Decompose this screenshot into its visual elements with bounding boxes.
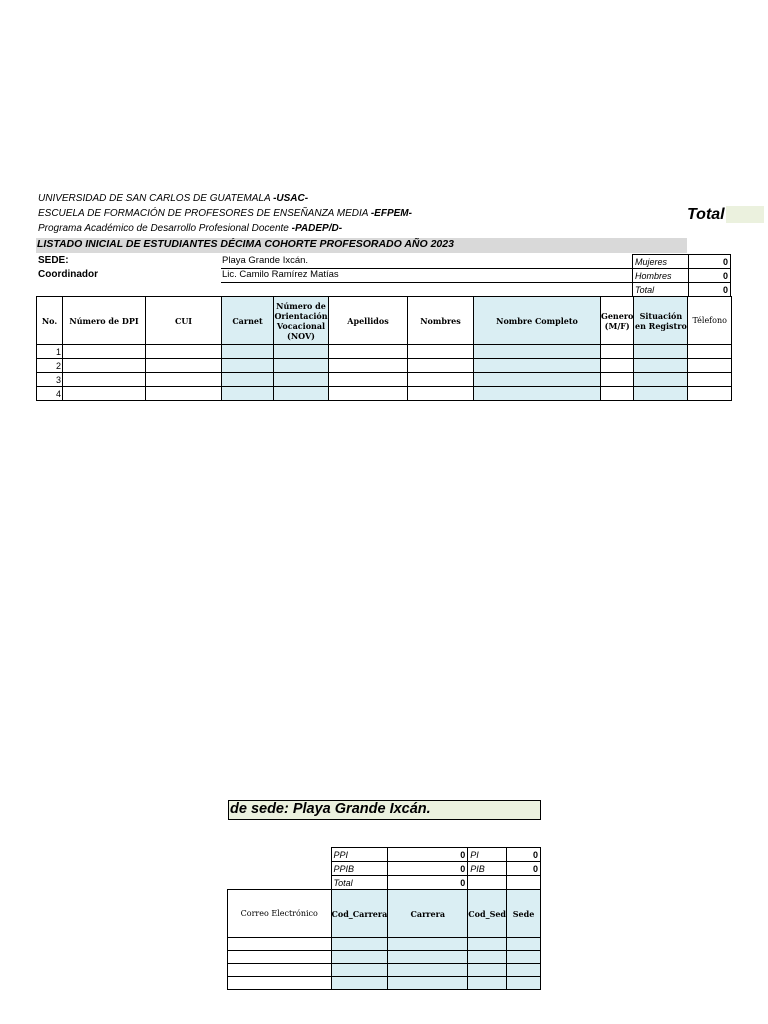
col-header-telefono: Télefono [688, 297, 732, 345]
cell-correo[interactable] [228, 964, 332, 977]
cell-nombres[interactable] [408, 387, 474, 401]
summary-value [507, 876, 541, 890]
cell-telefono[interactable] [688, 373, 732, 387]
cell-nov[interactable] [274, 359, 329, 373]
cell-sede[interactable] [507, 977, 541, 990]
cell-carrera[interactable] [388, 977, 468, 990]
table-row [37, 373, 732, 387]
col-header-sede: Sede [507, 890, 541, 938]
coordinator-label: Coordinador [38, 269, 98, 280]
cell-nov[interactable] [274, 373, 329, 387]
col-header-cui: CUI [146, 297, 222, 345]
total-label: Total [687, 206, 725, 223]
cell-cui[interactable] [146, 373, 222, 387]
student-table [36, 296, 732, 401]
count-row-total [633, 283, 731, 297]
cell-nombre-completo[interactable] [474, 373, 601, 387]
university-line: UNIVERSIDAD DE SAN CARLOS DE GUATEMALA -USAC- [38, 193, 309, 204]
cell-dpi[interactable] [63, 373, 146, 387]
sede-section-title: de sede: Playa Grande Ixcán. [228, 800, 541, 820]
cell-nombre-completo[interactable] [474, 387, 601, 401]
cell-nombre-completo[interactable] [474, 359, 601, 373]
cell-cod-carrera[interactable] [331, 964, 388, 977]
count-label: Mujeres [633, 255, 689, 269]
student-table-header [37, 297, 732, 345]
summary-label: Total [331, 876, 388, 890]
row-number: 1 [37, 345, 63, 359]
col-header-correo: Correo Electrónico [228, 890, 332, 938]
count-row-mujeres [633, 255, 731, 269]
cell-cui[interactable] [146, 359, 222, 373]
cell-correo[interactable] [228, 938, 332, 951]
cell-sede[interactable] [507, 938, 541, 951]
summary-value: 0 [507, 848, 541, 862]
cell-sede[interactable] [507, 951, 541, 964]
count-row-hombres [633, 269, 731, 283]
cell-apellidos[interactable] [329, 373, 408, 387]
cell-cod-carrera[interactable] [331, 938, 388, 951]
cell-carnet[interactable] [222, 345, 274, 359]
table-row [228, 964, 541, 977]
summary-value: 0 [507, 862, 541, 876]
coordinator-value: Lic. Camilo Ramírez Matías [221, 268, 633, 283]
cell-dpi[interactable] [63, 345, 146, 359]
cell-carnet[interactable] [222, 373, 274, 387]
col-header-carrera: Carrera [388, 890, 468, 938]
cell-nombre-completo[interactable] [474, 345, 601, 359]
cell-situacion[interactable] [634, 387, 688, 401]
col-header-genero: Genero (M/F) [601, 297, 634, 345]
count-label: Total [633, 283, 689, 297]
count-value: 0 [689, 283, 731, 297]
cell-situacion[interactable] [634, 359, 688, 373]
row-number: 3 [37, 373, 63, 387]
summary-label: PIB [468, 862, 507, 876]
summary-value: 0 [388, 848, 468, 862]
col-header-apellidos: Apellidos [329, 297, 408, 345]
cell-apellidos[interactable] [329, 387, 408, 401]
summary-value: 0 [388, 862, 468, 876]
cell-cod-sede[interactable] [468, 964, 507, 977]
cell-nov[interactable] [274, 345, 329, 359]
cell-genero[interactable] [601, 387, 634, 401]
summary-label: PI [468, 848, 507, 862]
cell-apellidos[interactable] [329, 345, 408, 359]
row-number: 4 [37, 387, 63, 401]
col-header-carnet: Carnet [222, 297, 274, 345]
cell-nov[interactable] [274, 387, 329, 401]
cell-situacion[interactable] [634, 373, 688, 387]
cell-carrera[interactable] [388, 951, 468, 964]
cell-cod-sede[interactable] [468, 951, 507, 964]
cell-situacion[interactable] [634, 345, 688, 359]
cell-carrera[interactable] [388, 964, 468, 977]
cell-cui[interactable] [146, 345, 222, 359]
col-header-no: No. [37, 297, 63, 345]
cell-dpi[interactable] [63, 387, 146, 401]
cell-carnet[interactable] [222, 359, 274, 373]
table-row [228, 938, 541, 951]
summary-row-ppib [228, 862, 541, 876]
cell-telefono[interactable] [688, 387, 732, 401]
sede-table-header [228, 890, 541, 938]
col-header-cod-sede: Cod_Sed [468, 890, 507, 938]
cell-telefono[interactable] [688, 359, 732, 373]
cell-nombres[interactable] [408, 345, 474, 359]
sede-value: Playa Grande Ixcán. [221, 254, 633, 269]
cell-cod-sede[interactable] [468, 977, 507, 990]
col-header-nombre-completo: Nombre Completo [474, 297, 601, 345]
count-value: 0 [689, 269, 731, 283]
cell-genero[interactable] [601, 373, 634, 387]
program-line: Programa Académico de Desarrollo Profesional Docente -PADEP/D- [38, 223, 343, 234]
cell-genero[interactable] [601, 345, 634, 359]
table-row [37, 359, 732, 373]
gender-count-table [632, 254, 731, 297]
cell-nombres[interactable] [408, 359, 474, 373]
school-line: ESCUELA DE FORMACIÓN DE PROFESORES DE ENSEÑANZA MEDIA -EFPEM- [38, 208, 412, 219]
sede-table [227, 847, 541, 990]
count-label: Hombres [633, 269, 689, 283]
cell-apellidos[interactable] [329, 359, 408, 373]
summary-label: PPIB [331, 862, 388, 876]
cell-cod-carrera[interactable] [331, 951, 388, 964]
cell-carrera[interactable] [388, 938, 468, 951]
summary-row-total [228, 876, 541, 890]
cell-dpi[interactable] [63, 359, 146, 373]
table-row [228, 951, 541, 964]
cell-genero[interactable] [601, 359, 634, 373]
summary-label: PPI [331, 848, 388, 862]
listado-title: LISTADO INICIAL DE ESTUDIANTES DÉCIMA COHORTE PROFESORADO AÑO 2023 [36, 238, 687, 253]
sede-label: SEDE: [38, 255, 69, 266]
col-header-nombres: Nombres [408, 297, 474, 345]
cell-carnet[interactable] [222, 387, 274, 401]
cell-correo[interactable] [228, 977, 332, 990]
cell-sede[interactable] [507, 964, 541, 977]
cell-nombres[interactable] [408, 373, 474, 387]
cell-cod-carrera[interactable] [331, 977, 388, 990]
summary-row-ppi [228, 848, 541, 862]
count-value: 0 [689, 255, 731, 269]
col-header-situacion: Situación en Registro [634, 297, 688, 345]
col-header-nov: Número de Orientación Vocacional (NOV) [274, 297, 329, 345]
col-header-cod-carrera: Cod_Carrera [331, 890, 388, 938]
summary-label [468, 876, 507, 890]
cell-cui[interactable] [146, 387, 222, 401]
cell-telefono[interactable] [688, 345, 732, 359]
row-number: 2 [37, 359, 63, 373]
col-header-dpi: Número de DPI [63, 297, 146, 345]
summary-value: 0 [388, 876, 468, 890]
cell-correo[interactable] [228, 951, 332, 964]
cell-cod-sede[interactable] [468, 938, 507, 951]
table-row [37, 345, 732, 359]
table-row [228, 977, 541, 990]
table-row [37, 387, 732, 401]
total-header-cell [686, 206, 768, 225]
